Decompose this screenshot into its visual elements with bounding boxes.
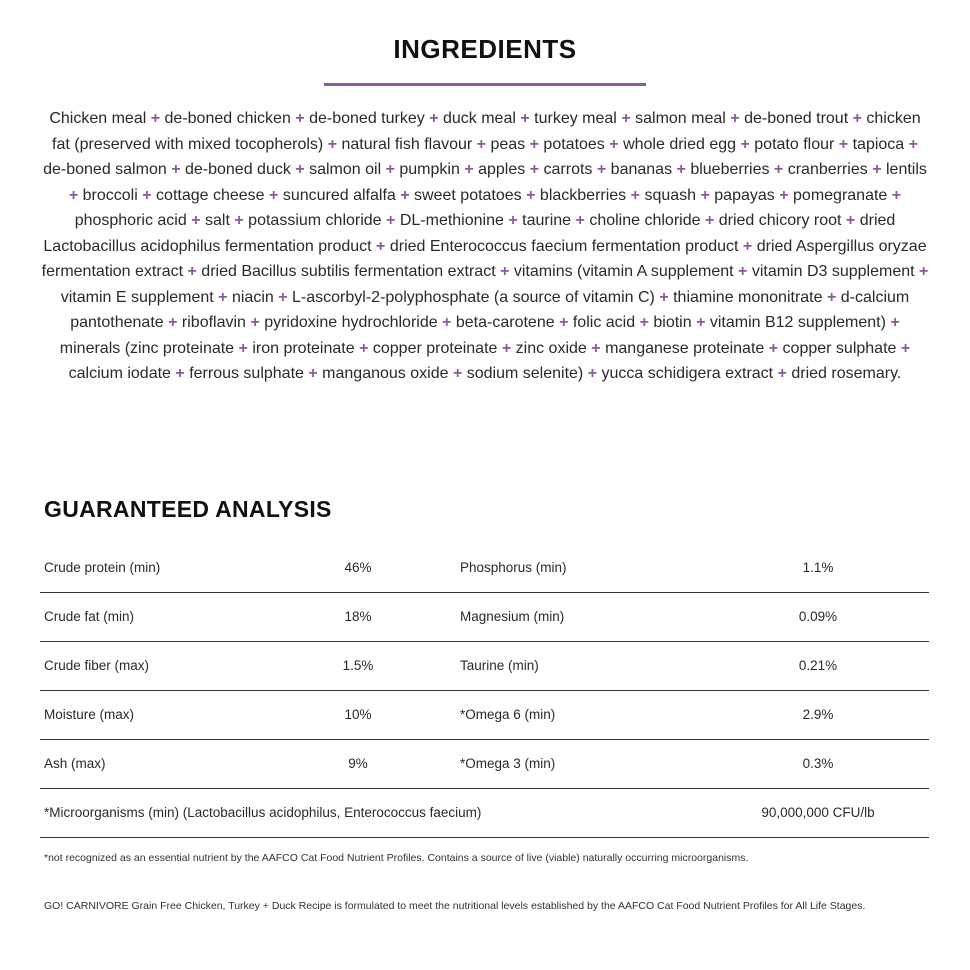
ingredient-item: potassium chloride	[248, 212, 382, 229]
ingredient-item: salmon oil	[309, 161, 382, 178]
ingredient-item: papayas	[714, 186, 775, 204]
ingredients-title: INGREDIENTS	[393, 34, 577, 64]
ingredient-item: potato flour	[754, 135, 835, 153]
plus-separator: +	[327, 135, 338, 153]
nutrient-label: Ash (max)	[44, 756, 106, 771]
plus-separator: +	[838, 135, 849, 153]
plus-separator: +	[919, 263, 929, 280]
analysis-row	[40, 593, 929, 642]
plus-separator: +	[386, 212, 396, 229]
plus-separator: +	[191, 212, 201, 229]
nutrient-label: Crude fiber (max)	[44, 658, 150, 673]
plus-separator: +	[429, 110, 439, 127]
plus-separator: +	[621, 110, 631, 127]
plus-separator: +	[238, 339, 248, 357]
plus-separator: +	[68, 186, 79, 204]
plus-separator: +	[442, 314, 452, 331]
nutrient-label: *Omega 3 (min)	[460, 756, 556, 771]
ingredient-item: biotin	[653, 314, 692, 331]
ingredient-item: copper sulphate	[782, 339, 897, 357]
ingredient-item: carrots	[543, 161, 593, 178]
plus-separator: +	[385, 161, 395, 178]
plus-separator: +	[187, 263, 197, 280]
ingredient-item: iron proteinate	[252, 339, 355, 357]
nutrient-value: 1.5%	[342, 658, 374, 673]
nutrient-value: 18%	[344, 609, 372, 624]
ingredient-item: dried Bacillus subtilis fermentation extract	[201, 263, 496, 280]
plus-separator: +	[730, 110, 740, 127]
guaranteed-analysis-title: GUARANTEED ANALYSIS	[44, 496, 332, 522]
ingredient-item: niacin	[231, 288, 274, 306]
plus-separator: +	[171, 161, 181, 178]
ingredient-item: salt	[205, 212, 230, 229]
ingredient-item: beta-carotene	[455, 314, 555, 331]
ingredient-item: natural fish flavour	[341, 135, 473, 153]
ingredient-item: pumpkin	[399, 161, 460, 178]
ingredient-item: cranberries	[787, 161, 868, 178]
nutrient-label: Crude fat (min)	[44, 609, 135, 624]
ingredient-item: tapioca	[852, 135, 905, 153]
ingredient-item: turkey meal	[534, 110, 617, 127]
nutrient-label: Moisture (max)	[44, 707, 135, 722]
nutrient-value: 1.1%	[802, 560, 834, 575]
ingredient-item: blueberries	[690, 161, 770, 178]
plus-separator: +	[520, 110, 530, 127]
plus-separator: +	[872, 161, 882, 178]
nutrient-value: 2.9%	[802, 707, 834, 722]
ingredient-item: manganese proteinate	[605, 339, 765, 357]
plus-separator: +	[826, 288, 837, 306]
ingredient-item: L-ascorbyl-2-polyphosphate (a source of vitamin C)	[292, 288, 655, 306]
plus-separator: +	[696, 314, 706, 331]
plus-separator: +	[295, 110, 305, 127]
aafco-statement: GO! CARNIVORE Grain Free Chicken, Turkey + Duck Recipe is formulated to meet the nutritional levels established by the AAFCO Cat Food Nutrient Profiles for All Life Stages.	[44, 900, 866, 912]
plus-separator: +	[400, 186, 410, 204]
plus-separator: +	[738, 263, 748, 280]
ingredient-item: vitamin D3 supplement	[751, 263, 915, 280]
plus-separator: +	[295, 161, 305, 178]
ingredient-item: DL-methionine	[399, 212, 504, 229]
ingredient-item: chicken fat (preserved with mixed tocopherols)	[52, 110, 921, 153]
nutrient-label: Crude protein (min)	[44, 560, 161, 575]
plus-separator: +	[250, 314, 260, 331]
microorganisms-row	[40, 789, 929, 838]
ingredient-item: riboflavin	[181, 314, 246, 331]
ingredient-item: phosphoric acid	[74, 212, 187, 229]
plus-separator: +	[900, 339, 911, 357]
plus-separator: +	[659, 288, 669, 306]
plus-separator: +	[278, 288, 288, 306]
plus-separator: +	[609, 135, 619, 153]
plus-separator: +	[218, 288, 228, 306]
plus-separator: +	[700, 186, 710, 204]
nutrient-label: *Microorganisms (min) (Lactobacillus acidophilus, Enterococcus faecium)	[44, 805, 482, 820]
ingredients-list	[40, 106, 930, 387]
ingredient-item: pyridoxine hydrochloride	[264, 314, 438, 331]
guaranteed-analysis-table	[40, 544, 929, 838]
plus-separator: +	[704, 212, 715, 229]
ingredient-item: cottage cheese	[156, 186, 265, 204]
plus-separator: +	[779, 186, 789, 204]
ingredient-item: Chicken meal	[49, 110, 147, 127]
ingredient-item: sweet potatoes	[414, 186, 522, 204]
nutrient-value: 46%	[344, 560, 372, 575]
plus-separator: +	[596, 161, 607, 178]
ingredient-item: de-boned trout	[744, 110, 849, 127]
ingredient-item: whole dried egg	[623, 135, 737, 153]
plus-separator: +	[359, 339, 369, 357]
ingredient-item: dried rosemary.	[791, 365, 902, 382]
ingredient-item: lentils	[886, 161, 927, 178]
plus-separator: +	[529, 161, 540, 178]
plus-separator: +	[526, 186, 536, 204]
plus-separator: +	[575, 212, 585, 229]
ingredient-item: blackberries	[539, 186, 627, 204]
plus-separator: +	[168, 314, 178, 331]
ingredient-item: apples	[478, 161, 526, 178]
nutrient-label: Taurine (min)	[460, 658, 539, 673]
plus-separator: +	[500, 263, 510, 280]
nutrient-value: 0.09%	[798, 609, 838, 624]
ingredient-item: d-calcium pantothenate	[70, 288, 910, 331]
plus-separator: +	[269, 186, 279, 204]
title-underline	[324, 83, 646, 86]
analysis-row	[40, 642, 929, 691]
plus-separator: +	[501, 339, 512, 357]
plus-separator: +	[890, 314, 900, 331]
plus-separator: +	[742, 237, 753, 255]
nutrient-label: Phosphorus (min)	[460, 560, 567, 575]
nutrient-label: *Omega 6 (min)	[460, 707, 556, 722]
ingredient-item: dried Lactobacillus acidophilus fermentation product	[43, 212, 896, 255]
plus-separator: +	[891, 186, 902, 204]
plus-separator: +	[476, 135, 487, 153]
plus-separator: +	[559, 314, 569, 331]
nutrient-label: Magnesium (min)	[460, 609, 565, 624]
ingredient-item: de-boned duck	[184, 161, 291, 178]
ingredient-item: bananas	[610, 161, 673, 178]
plus-separator: +	[740, 135, 750, 153]
plus-separator: +	[852, 110, 862, 127]
plus-separator: +	[676, 161, 686, 178]
plus-separator: +	[639, 314, 649, 331]
nutrient-value: 0.21%	[798, 658, 838, 673]
ingredient-item: potatoes	[543, 135, 605, 153]
plus-separator: +	[587, 365, 598, 382]
plus-separator: +	[308, 365, 318, 382]
ingredient-item: pomegranate	[793, 186, 888, 204]
ingredient-item: dried Enterococcus faecium fermentation product	[389, 237, 739, 255]
plus-separator: +	[464, 161, 474, 178]
ingredient-item: vitamins (vitamin A supplement	[513, 263, 734, 280]
plus-separator: +	[768, 339, 779, 357]
ingredient-item: minerals (zinc proteinate	[59, 339, 235, 357]
plus-separator: +	[845, 212, 856, 229]
plus-separator: +	[591, 339, 601, 357]
plus-separator: +	[773, 161, 784, 178]
plus-separator: +	[508, 212, 518, 229]
ingredient-item: peas	[490, 135, 526, 153]
ingredient-item: yucca schidigera extract	[601, 365, 774, 382]
ingredient-item: folic acid	[572, 314, 636, 331]
nutrient-value: 90,000,000 CFU/lb	[761, 805, 875, 820]
ingredient-item: zinc oxide	[515, 339, 587, 357]
plus-separator: +	[529, 135, 539, 153]
plus-separator: +	[150, 110, 161, 127]
ingredient-item: vitamin B12 supplement)	[709, 314, 886, 331]
ingredient-item: sodium selenite)	[466, 365, 584, 382]
ingredient-item: taurine	[522, 212, 572, 229]
ingredient-item: vitamin E supplement	[60, 288, 214, 306]
plus-separator: +	[142, 186, 152, 204]
analysis-row	[40, 740, 929, 789]
ingredient-item: squash	[644, 186, 697, 204]
ingredient-item: choline chloride	[589, 212, 701, 229]
ingredient-item: thiamine mononitrate	[673, 288, 823, 306]
analysis-row	[40, 691, 929, 740]
plus-separator: +	[376, 237, 386, 255]
ingredient-item: suncured alfalfa	[282, 186, 396, 204]
ingredient-item: dried Aspergillus oryzae fermentation extract	[41, 237, 927, 280]
ingredient-item: copper proteinate	[372, 339, 498, 357]
ingredient-item: de-boned chicken	[164, 110, 291, 127]
nutrient-value: 9%	[348, 756, 368, 771]
nutrient-value: 10%	[344, 707, 372, 722]
plus-separator: +	[908, 135, 918, 153]
ingredient-item: duck meal	[442, 110, 516, 127]
ingredient-item: manganous oxide	[322, 365, 449, 382]
ingredient-item: salmon meal	[635, 110, 726, 127]
analysis-row	[40, 544, 929, 593]
plus-separator: +	[452, 365, 463, 382]
ingredient-item: ferrous sulphate	[189, 365, 304, 382]
plus-separator: +	[630, 186, 640, 204]
plus-separator: +	[234, 212, 244, 229]
plus-separator: +	[777, 365, 787, 382]
ingredient-item: de-boned turkey	[309, 110, 425, 127]
ingredient-item: dried chicory root	[718, 212, 842, 229]
nutrient-value: 0.3%	[802, 756, 834, 771]
ingredient-item: broccoli	[82, 186, 138, 204]
footnote: *not recognized as an essential nutrient by the AAFCO Cat Food Nutrient Profiles. Contains a source of live (viable) naturally occurring microorganisms.	[44, 852, 749, 864]
ingredient-item: calcium iodate	[68, 365, 171, 382]
ingredient-item: de-boned salmon	[43, 161, 167, 178]
plus-separator: +	[175, 365, 185, 382]
